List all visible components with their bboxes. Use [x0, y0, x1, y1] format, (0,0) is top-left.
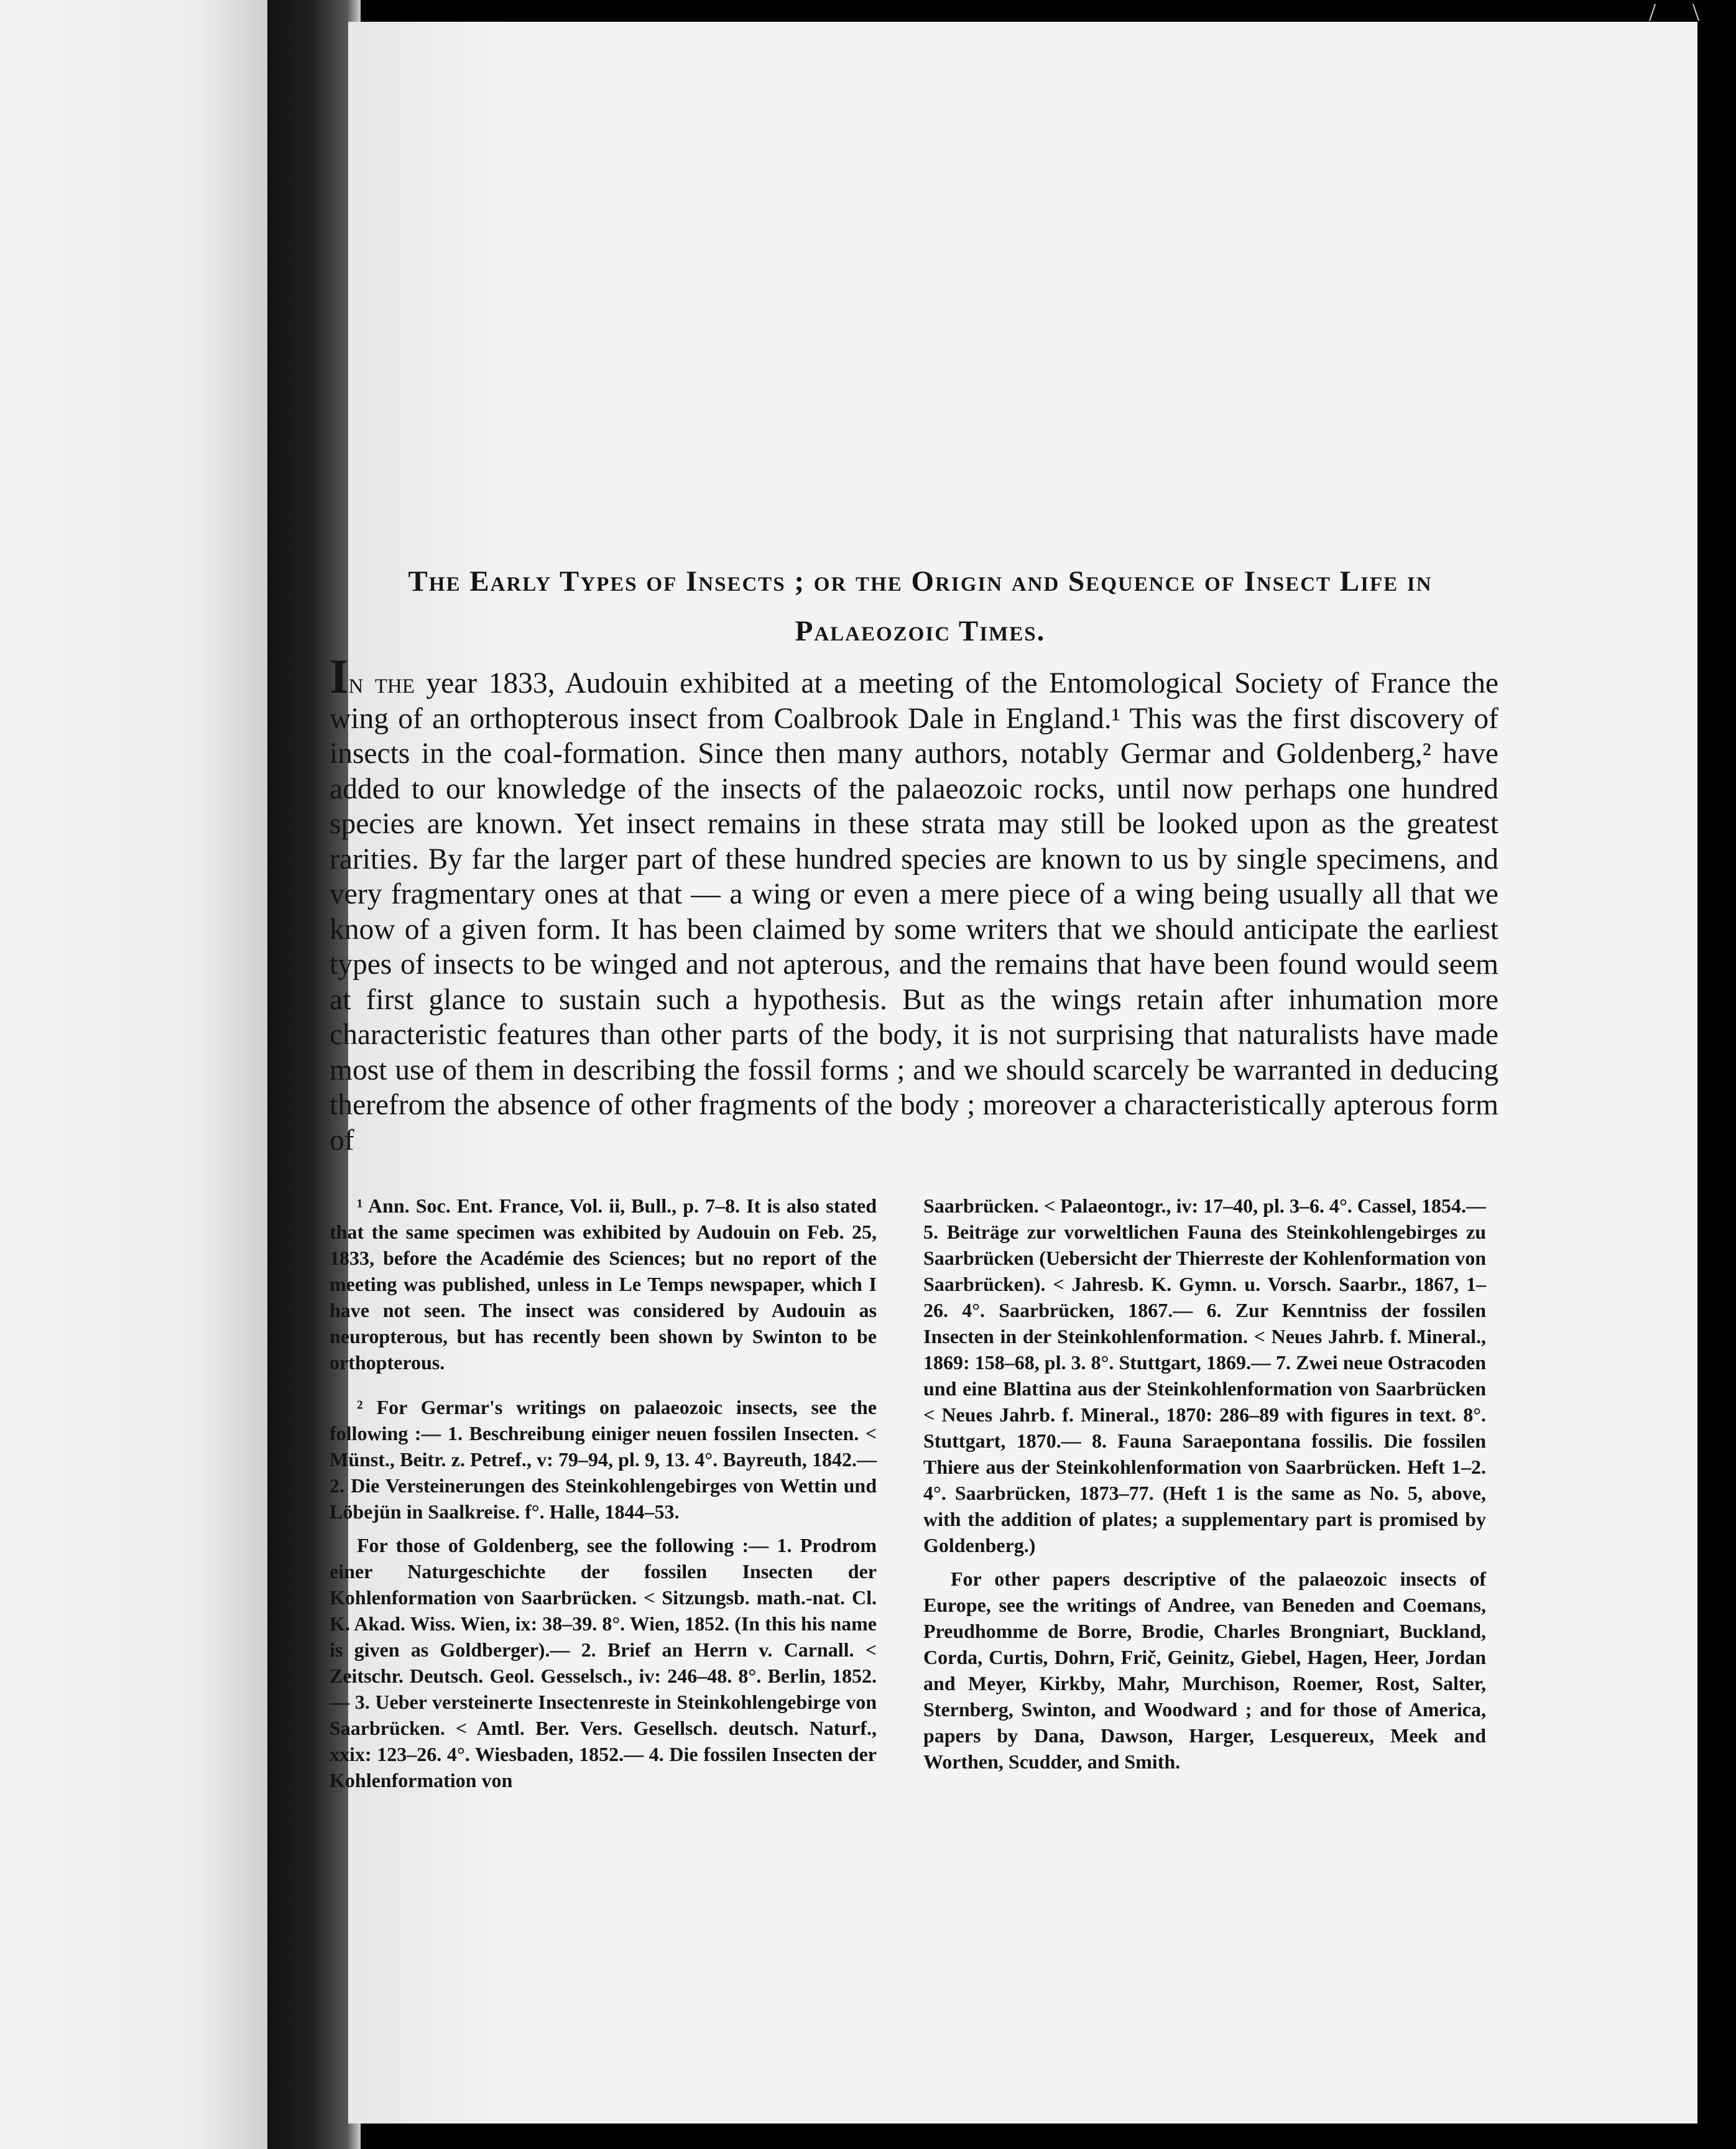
corner-mark: / \	[1624, 0, 1736, 19]
title-line-1: The Early Types of Insects ; or the Origin and Sequence of Insect Life in	[408, 565, 1433, 598]
footnotes-right-column	[923, 1193, 1486, 1782]
footnote-2-continued: Saarbrücken. < Palaeontogr., iv: 17–40, pl. 3–6. 4°. Cassel, 1854.— 5. Beiträge zur vorweltlichen Fauna des Steinkohlengebirges zu Saarbrücken (Uebersicht der Thierreste der Kohlenformation von Saarbrücken). < Jahresb. K. Gymn. u. Vorsch. Saarbr., 1867, 1–26. 4°. Saarbrücken, 1867.— 6. Zur Kenntniss der fossilen Insecten in der Steinkohlenformation. < Neues Jahrb. f. Mineral., 1869: 158–68, pl. 3. 8°. Stuttgart, 1869.— 7. Zwei neue Ostracoden und eine Blattina aus der Steinkohlenformation von Saarbrücken < Neues Jahrb. f. Mineral., 1870: 286–89 with figures in text. 8°. Stuttgart, 1870.— 8. Fauna Saraepontana fossilis. Die fossilen Thiere aus der Steinkohlenformation von Saarbrücken. Heft 1–2. 4°. Saarbrücken, 1873–77. (Heft 1 is the same as No. 5, above, with the addition of plates; a supplementary part is promised by Goldenberg.)	[923, 1195, 1486, 1556]
body-paragraph	[330, 649, 1498, 1158]
title-line-2: Palaeozoic Times.	[795, 615, 1046, 647]
footnote-2-goldenberg: For those of Goldenberg, see the following :— 1. Prodrom einer Naturgeschichte der fossilen Insecten der Kohlenformation von Saarbrücken. < Sitzungsb. math.-nat. Cl. K. Akad. Wiss. Wien, ix: 38–39. 8°. Wien, 1852. (In this his name is given as Goldberger).— 2. Brief an Herrn v. Carnall. < Zeitschr. Deutsch. Geol. Gesselsch., iv: 246–48. 8°. Berlin, 1852. — 3. Ueber versteinerte Insectenreste in Steinkohlengebirge von Saarbrücken. < Amtl. Ber. Vers. Gesellsch. deutsch. Naturf., xxix: 123–26. 4°. Wiesbaden, 1852.— 4. Die fossilen Insecten der Kohlenformation von	[330, 1534, 877, 1791]
footnote-2-other-papers: For other papers descriptive of the palaeozoic insects of Europe, see the writings of Andree, van Beneden and Coemans, Preudhomme de Borre, Brodie, Charles Brongniart, Buckland, Corda, Curtis, Dohrn, Frič, Geinitz, Giebel, Hagen, Heer, Jordan and Meyer, Kirkby, Mahr, Murchison, Roemer, Rost, Salter, Sternberg, Swinton, and Woodward ; and for those of America, papers by Dana, Dawson, Harger, Lesquereux, Meek and Worthen, Scudder, and Smith.	[923, 1568, 1486, 1773]
lead-words: n the	[348, 667, 415, 700]
footnotes-left-column	[330, 1193, 877, 1801]
drop-cap: I	[330, 649, 349, 703]
article-title	[361, 557, 1480, 656]
body-text: year 1833, Audouin exhibited at a meeting of the Entomological Society of France the wing of an orthopterous insect from Coalbrook Dale in England.¹ This was the first discovery of insects in the coal-formation. Since then many authors, notably Germar and Goldenberg,² have added to our knowledge of the insects of the palaeozoic rocks, until now perhaps one hundred species are known. Yet insect remains in these strata may still be looked upon as the greatest rarities. By far the larger part of these hundred species are known to us by single specimens, and very fragmentary ones at that — a wing or even a mere piece of a wing being usually all that we know of a given form. It has been claimed by some writers that we should anticipate the earliest types of insects to be winged and not apterous, and the remains that have been found would seem at first glance to sustain such a hypothesis. But as the wings retain after inhumation more characteristic features than other parts of the body, it is not surprising that naturalists have made most use of them in describing the fossil forms ; and we should scarcely be warranted in deducing therefrom the absence of other fragments of the body ; moreover a characteristically apterous form of	[330, 667, 1498, 1157]
footnote-2-germar: ² For Germar's writings on palaeozoic insects, see the following :— 1. Beschreibung einiger neuen fossilen Insecten. < Münst., Beitr. z. Petref., v: 79–94, pl. 9, 13. 4°. Bayreuth, 1842.— 2. Die Versteinerungen des Steinkohlengebirges von Wettin und Löbejün in Saalkreise. f°. Halle, 1844–53.	[330, 1396, 877, 1523]
facing-page-edge	[0, 0, 267, 2149]
footnote-1: ¹ Ann. Soc. Ent. France, Vol. ii, Bull., p. 7–8. It is also stated that the same specimen was exhibited by Audouin on Feb. 25, 1833, before the Académie des Sciences; but no report of the meeting was published, unless in Le Temps newspaper, which I have not seen. The insect was considered by Audouin as neuropterous, but has recently been shown by Swinton to be orthopterous.	[330, 1195, 877, 1374]
